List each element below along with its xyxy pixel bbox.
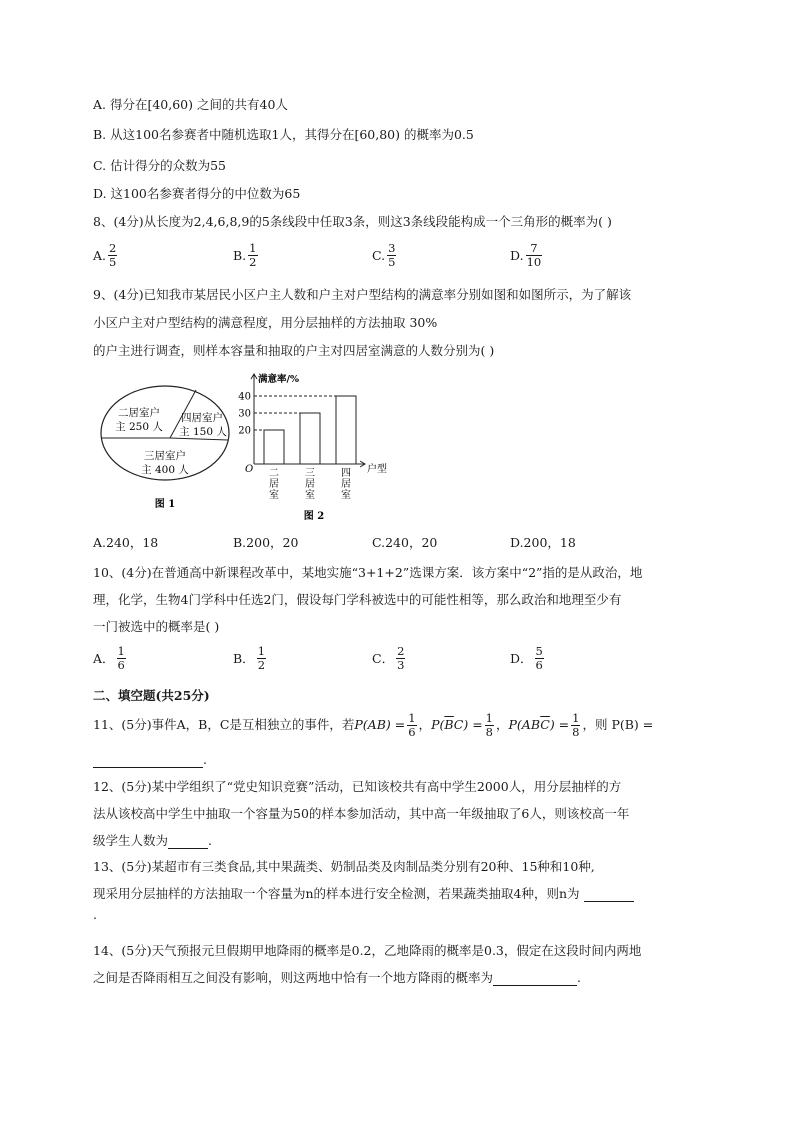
q14-answer-blank[interactable] [493, 973, 577, 986]
q8-option-b: B. $\frac{1}{2}$ [233, 241, 257, 269]
option-a-text: A. 得分在[40,60) 之间的共有40人 [93, 97, 288, 112]
x-axis-label: 户型 [367, 464, 387, 475]
q14-line-1: 14、(5分)天气预报元旦假期甲地降雨的概率是0.2，乙地降雨的概率是0.3，假定在这段时间内两地 [93, 943, 642, 958]
pie-label-three-2: 主 400 人 [141, 464, 189, 476]
category-label-0-char-2: 室 [269, 490, 279, 501]
figure-1-pie [95, 380, 245, 515]
bar-2 [336, 396, 356, 464]
bar-0 [264, 430, 284, 464]
q14-line-2: 之间是否降雨相互之间没有影响，则这两地中恰有一个地方降雨的概率为 . [93, 970, 581, 985]
q12-answer-blank[interactable] [168, 836, 208, 849]
category-label-1-char-1: 居 [305, 479, 315, 490]
q9-line-1: 9、(4分)已知我市某居民小区户主人数和户主对户型结构的满意率分别如图和如图所示，为了解该 [93, 287, 632, 302]
q10-option-d: D． $\frac{5}{6}$ [510, 644, 543, 672]
category-label-0-char-0: 二 [269, 468, 279, 479]
option-c-text: C. 估计得分的众数为55 [93, 158, 226, 173]
q10-line-1: 10、(4分)在普通高中新课程改革中，某地实施“3+1+2”选课方案．该方案中“2”指的是从政治，地 [93, 565, 643, 580]
y-axis-label: 满意率/% [258, 374, 299, 385]
q10-option-a: A． $\frac{1}{6}$ [93, 644, 125, 672]
q9-line-2: 小区户主对户型结构的满意程度，用分层抽样的方法抽取 30% [93, 315, 438, 330]
category-label-1-char-0: 三 [305, 468, 315, 479]
option-b-text: B. 从这100名参赛者中随机选取1人，其得分在[60,80) 的概率为0.5 [93, 127, 474, 142]
category-label-2-char-0: 四 [341, 468, 351, 479]
q9-option-a: A.240，18 [93, 535, 159, 550]
y-tick-label-40: 40 [238, 391, 251, 403]
q10-line-3: 一门被选中的概率是( ) [93, 619, 220, 634]
q13-answer-blank[interactable] [584, 889, 634, 902]
q11-line-1: 11、(5分)事件A，B，C是互相独立的事件，若P(AB) = $\frac{1}{6}$ ，$P(\overline{B}C)$ = $\frac{1}{8}$ ，$P(AB\overline{C})$ = $\frac{1}{8}$ ，则 P(B) = [93, 711, 654, 739]
q12-line-2: 法从该校高中学生中抽取一个容量为50的样本参加活动，其中高一年级抽取了6人，则该校高一年 [93, 806, 630, 821]
figure-2-caption: 图 2 [303, 511, 325, 522]
q13-line-2: 现采用分层抽样的方法抽取一个容量为n的样本进行安全检测，若果蔬类抽取4种，则n为 [93, 886, 634, 902]
q10-option-b: B． $\frac{1}{2}$ [233, 644, 266, 672]
option-d-text: D. 这100名参赛者得分的中位数为65 [93, 186, 301, 201]
q8-text: 8、(4分)从长度为2,4,6,8,9的5条线段中任取3条，则这3条线段能构成一个三角形的概率为( ) [93, 214, 612, 229]
q13-line-3: . [93, 907, 97, 922]
origin-label: O [245, 464, 254, 475]
q8-option-c: C. $\frac{3}{5}$ [372, 241, 396, 269]
y-tick-label-20: 20 [238, 425, 251, 437]
y-tick-label-30: 30 [238, 408, 251, 420]
q9-line-3: 的户主进行调查，则样本容量和抽取的户主对四居室满意的人数分别为( ) [93, 343, 495, 358]
figure-1-caption: 图 1 [154, 499, 176, 510]
pie-label-two-1: 二居室户 [118, 407, 160, 419]
pie-label-two-2: 主 250 人 [115, 421, 163, 433]
pie-label-four-1: 四居室户 [181, 412, 223, 424]
category-label-2-char-2: 室 [341, 490, 351, 501]
q8-option-a: A. $\frac{2}{5}$ [93, 241, 117, 269]
q9-option-b: B.200，20 [233, 535, 299, 550]
figure-2-bar-chart [240, 366, 410, 526]
q13-line-1: 13、(5分)某超市有三类食品,其中果蔬类、奶制品类及肉制品类分别有20种、15种和10种, [93, 859, 595, 874]
q12-line-3: 级学生人数为 . [93, 833, 212, 848]
q9-option-c: C.240，20 [372, 535, 438, 550]
q11-answer-line: . [93, 752, 207, 768]
q10-line-2: 理，化学，生物4门学科中任选2门，假设每门学科被选中的可能性相等，那么政治和地理至少有 [93, 592, 622, 607]
category-label-1-char-2: 室 [305, 490, 315, 501]
pie-label-four-2: 主 150 人 [179, 426, 227, 438]
category-label-0-char-1: 居 [269, 479, 279, 490]
pie-label-three-1: 三居室户 [144, 450, 186, 462]
category-label-2-char-1: 居 [341, 479, 351, 490]
q12-line-1: 12、(5分)某中学组织了“党史知识竞赛”活动，已知该校共有高中学生2000人，用分层抽样的方 [93, 779, 622, 794]
q8-option-d: D. $\frac{7}{10}$ [510, 241, 542, 269]
bar-1 [300, 413, 320, 464]
section-fill-in-title: 二、填空题(共25分) [93, 688, 210, 703]
q9-option-d: D.200，18 [510, 535, 576, 550]
q11-answer-blank[interactable] [93, 755, 203, 768]
q10-option-c: C． $\frac{2}{3}$ [372, 644, 405, 672]
